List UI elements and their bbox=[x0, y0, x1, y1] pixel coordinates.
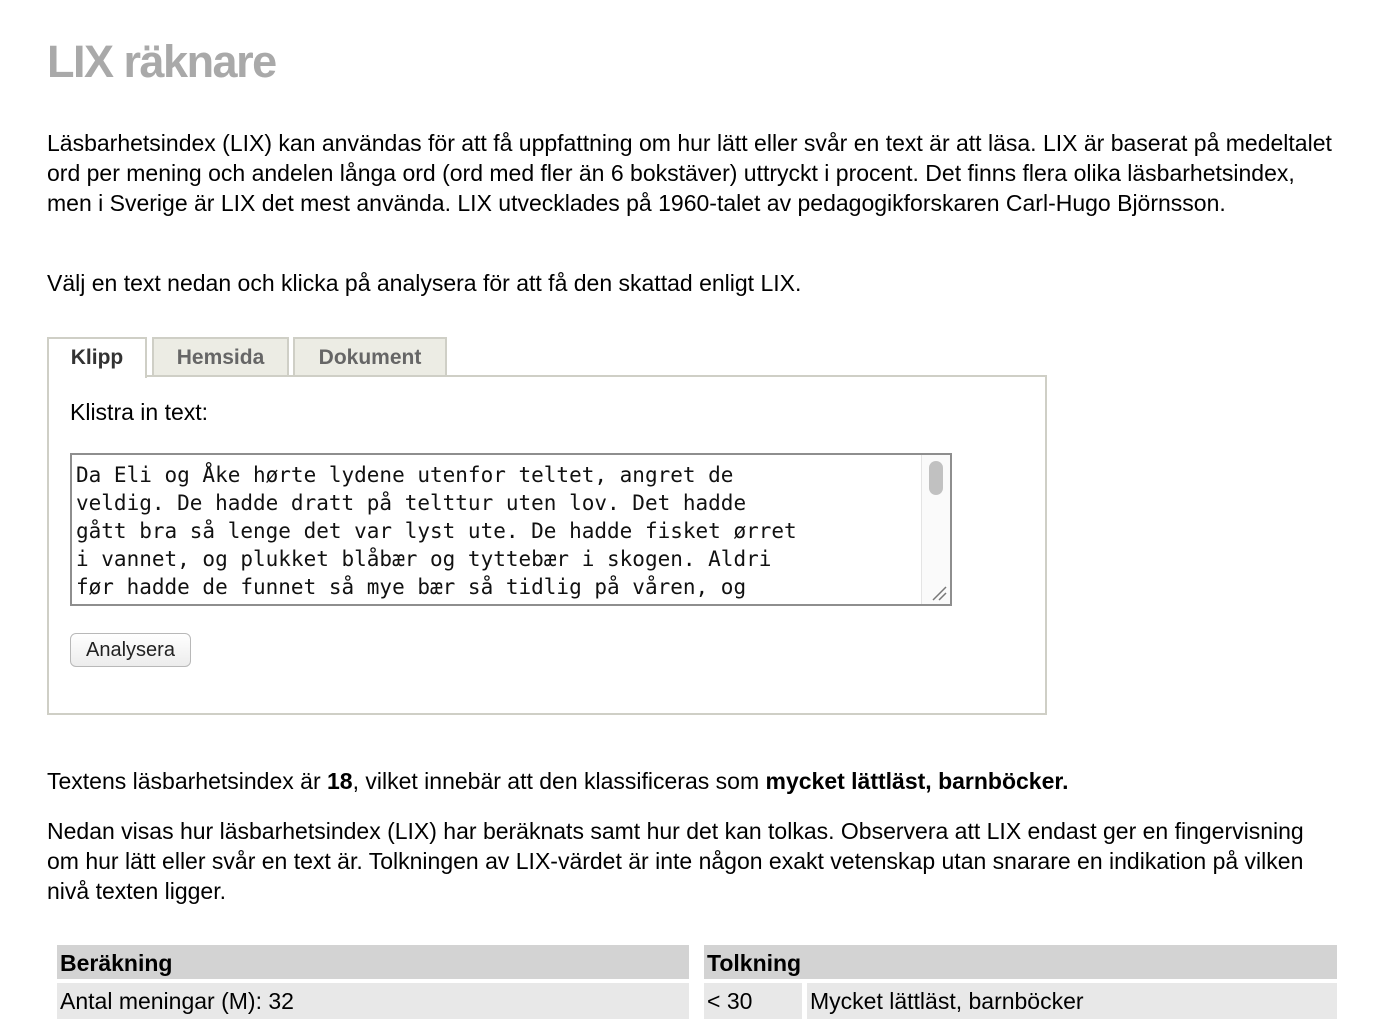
paste-text-area[interactable] bbox=[70, 453, 952, 606]
lix-value: 18 bbox=[327, 768, 353, 794]
explanation-paragraph: Nedan visas hur läsbarhetsindex (LIX) har beräknats samt hur det kan tolkas. Observera att LIX endast ger en fingervisning om hur lätt eller svår en text är. Tolkningen av LIX-värdet är inte någon exakt vetenskap utan snarare en indikation på vilken nivå texten ligger. bbox=[47, 818, 1304, 904]
interpretation-header: Tolkning bbox=[704, 945, 1337, 979]
tab-klipp[interactable]: Klipp bbox=[47, 337, 147, 378]
paste-text-label: Klistra in text: bbox=[70, 399, 209, 425]
tab-panel bbox=[47, 375, 1047, 715]
scrollbar-thumb[interactable] bbox=[929, 461, 943, 495]
page-title: LIX räknare bbox=[47, 36, 276, 87]
resize-grip-icon[interactable] bbox=[928, 582, 948, 602]
lix-classification: mycket lättläst, barnböcker. bbox=[765, 768, 1069, 794]
result-sentence bbox=[47, 766, 1337, 796]
tab-hemsida[interactable]: Hemsida bbox=[152, 337, 289, 375]
tab-dokument[interactable]: Dokument bbox=[293, 337, 447, 375]
analyze-button[interactable]: Analysera bbox=[70, 633, 191, 667]
interpretation-range: < 30 bbox=[704, 983, 802, 1019]
table-row: Antal meningar (M): 32 bbox=[57, 983, 689, 1019]
calculation-header: Beräkning bbox=[57, 945, 689, 979]
intro-paragraph: Läsbarhetsindex (LIX) kan användas för att få uppfattning om hur lätt eller svår en text är att läsa. LIX är baserat på medeltalet ord per mening och andelen långa ord (ord med fler än 6 bokstäver) uttryckt i procent. Det finns flera olika läsbarhetsindex, men i Sverige är LIX det mest använda. LIX utvecklades på 1960-talet av pedagogikforskaren Carl-Hugo Björnsson. bbox=[47, 130, 1332, 216]
instruction-paragraph: Välj en text nedan och klicka på analysera för att få den skattad enligt LIX. bbox=[47, 270, 802, 296]
textarea-content: Da Eli og Åke hørte lydene utenfor teltet, angret de veldig. De hadde dratt på telttur uten lov. Det hadde gått bra så lenge det var lyst ute. De hadde fisket ørret i vannet, og plukket blåbær og tyttebær i skogen. Aldri før hadde de funnet så mye bær så tidlig på våren, og bbox=[76, 463, 797, 599]
interpretation-label: Mycket lättläst, barnböcker bbox=[807, 983, 1337, 1019]
result-middle: , vilket innebär att den klassificeras som bbox=[352, 768, 766, 794]
result-prefix: Textens läsbarhetsindex är bbox=[47, 768, 327, 794]
